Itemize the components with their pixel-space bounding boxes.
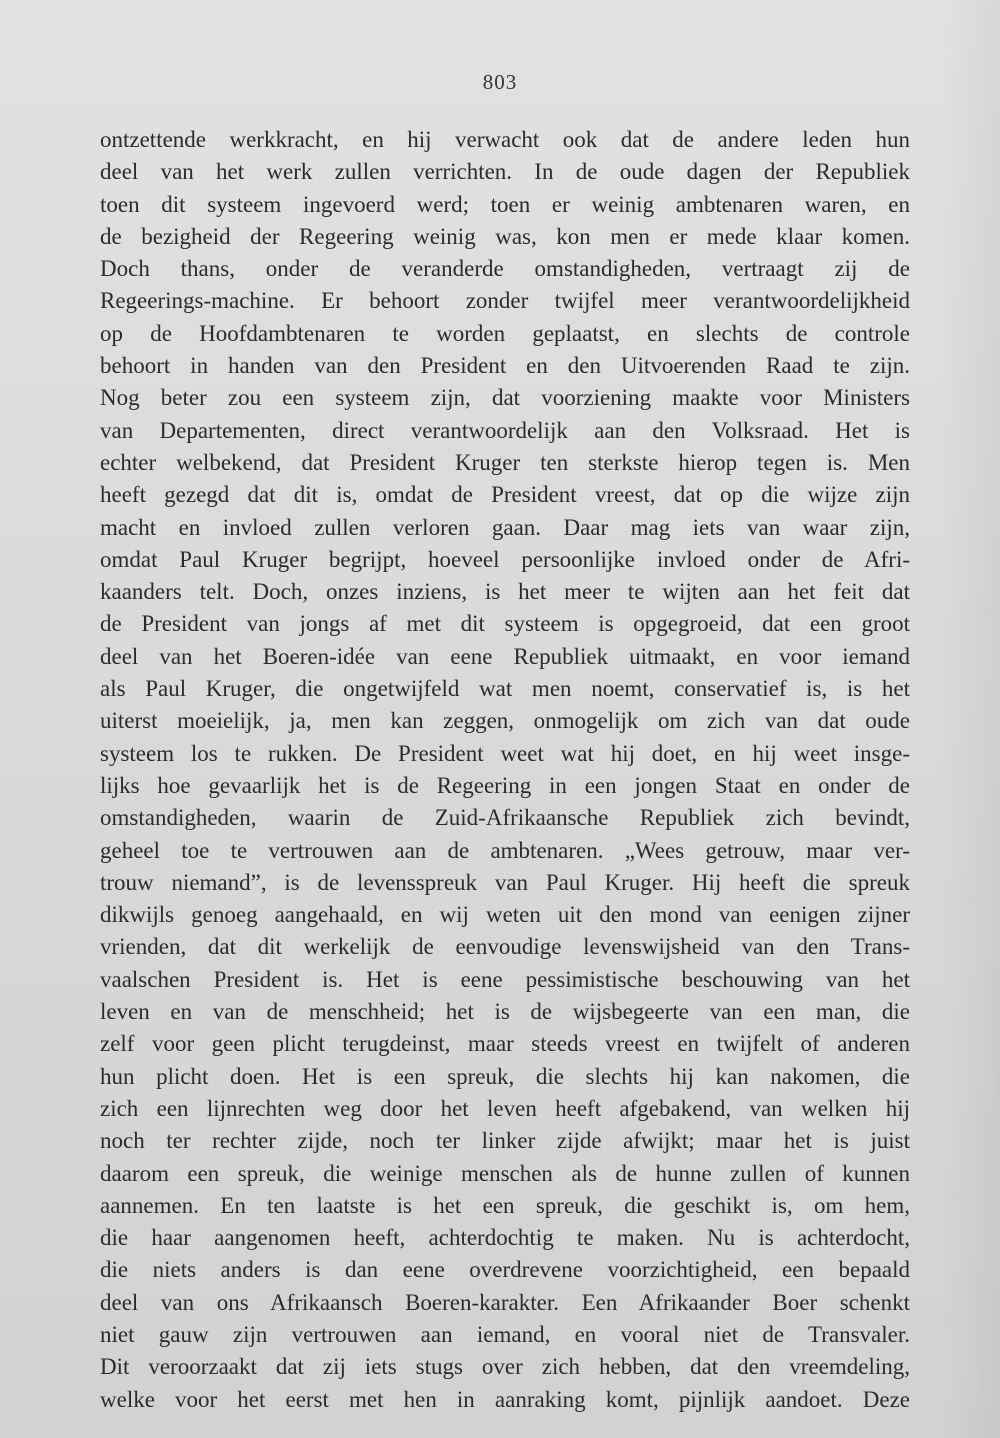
body-text [100,124,910,1416]
text-line: van Departementen, direct verantwoordelijk aan den Volksraad. Het is [100,417,910,443]
text-line: kaanders telt. Doch, onzes inziens, is het meer te wijten aan het feit dat [100,579,910,605]
text-line: niet gauw zijn vertrouwen aan iemand, en vooral niet de Transvaler. [100,1321,910,1347]
text-line: ontzettende werkkracht, en hij verwacht ook dat de andere leden hun [100,127,910,152]
text-line: omstandigheden, waarin de Zuid-Afrikaansche Republiek zich bevindt, [100,805,910,831]
text-line: aannemen. En ten laatste is het een spreuk, die geschikt is, om hem, [100,1192,910,1218]
text-line: daarom een spreuk, die weinige menschen als de hunne zullen of kunnen [100,1160,910,1186]
text-line: als Paul Kruger, die ongetwijfeld wat men noemt, conservatief is, is het [100,676,910,702]
text-line: de President van jongs af met dit systeem is opgegroeid, dat een groot [100,611,910,637]
text-line: heeft gezegd dat dit is, omdat de President vreest, dat op die wijze zijn [100,482,910,508]
text-line: Dit veroorzaakt dat zij iets stugs over zich hebben, dat den vreemdeling, [100,1354,910,1380]
text-line: lijks hoe gevaarlijk het is de Regeering in een jongen Staat en onder de [100,772,910,798]
text-line: deel van het Boeren-idée van eene Republiek uitmaakt, en voor iemand [100,643,910,669]
text-line: zelf voor geen plicht terugdeinst, maar steeds vreest en twijfelt of anderen [100,1031,910,1057]
text-line: Regeerings-machine. Er behoort zonder twijfel meer verantwoordelijkheid [100,288,910,314]
text-line: dikwijls genoeg aangehaald, en wij weten uit den mond van eenigen zijner [100,902,910,928]
text-line: macht en invloed zullen verloren gaan. Daar mag iets van waar zijn, [100,514,910,540]
text-line: op de Hoofdambtenaren te worden geplaatst, en slechts de controle [100,320,910,346]
text-line: noch ter rechter zijde, noch ter linker zijde afwijkt; maar het is juist [100,1128,910,1154]
text-line: echter welbekend, dat President Kruger ten sterkste hierop tegen is. Men [100,449,910,475]
text-line: uiterst moeielijk, ja, men kan zeggen, onmogelijk om zich van dat oude [100,708,910,734]
text-line: hun plicht doen. Het is een spreuk, die slechts hij kan nakomen, die [100,1063,910,1089]
page-number: 803 [482,70,518,94]
text-line: geheel toe te vertrouwen aan de ambtenaren. „Wees getrouw, maar ver- [100,837,910,863]
text-line: deel van ons Afrikaansch Boeren-karakter. Een Afrikaander Boer schenkt [100,1289,910,1315]
text-line: leven en van de menschheid; het is de wijsbegeerte van een man, die [100,999,910,1025]
text-line: vaalschen President is. Het is eene pessimistische beschouwing van het [100,966,910,992]
text-line: vrienden, dat dit werkelijk de eenvoudige levenswijsheid van den Trans- [100,934,910,960]
text-line: de bezigheid der Regeering weinig was, kon men er mede klaar komen. [100,223,910,249]
text-line: behoort in handen van den President en den Uitvoerenden Raad te zijn. [100,353,910,379]
text-line: trouw niemand”, is de levensspreuk van Paul Kruger. Hij heeft die spreuk [100,869,910,895]
text-line: toen dit systeem ingevoerd werd; toen er weinig ambtenaren waren, en [100,191,910,217]
text-line: zich een lijnrechten weg door het leven heeft afgebakend, van welken hij [100,1095,910,1121]
text-line: die niets anders is dan eene overdrevene voorzichtigheid, een bepaald [100,1257,910,1283]
text-line: systeem los te rukken. De President weet wat hij doet, en hij weet insge- [100,740,910,766]
text-line: deel van het werk zullen verrichten. In de oude dagen der Republiek [100,159,910,185]
text-line: die haar aangenomen heeft, achterdochtig te maken. Nu is achterdocht, [100,1225,910,1251]
text-line: welke voor het eerst met hen in aanraking komt, pijnlijk aandoet. Deze [100,1386,910,1412]
page-edge-shadow [940,0,1000,1438]
text-line: Doch thans, onder de veranderde omstandigheden, vertraagt zij de [100,256,910,282]
text-line: omdat Paul Kruger begrijpt, hoeveel persoonlijke invloed onder de Afri- [100,546,910,572]
text-line: Nog beter zou een systeem zijn, dat voorziening maakte voor Ministers [100,385,910,411]
